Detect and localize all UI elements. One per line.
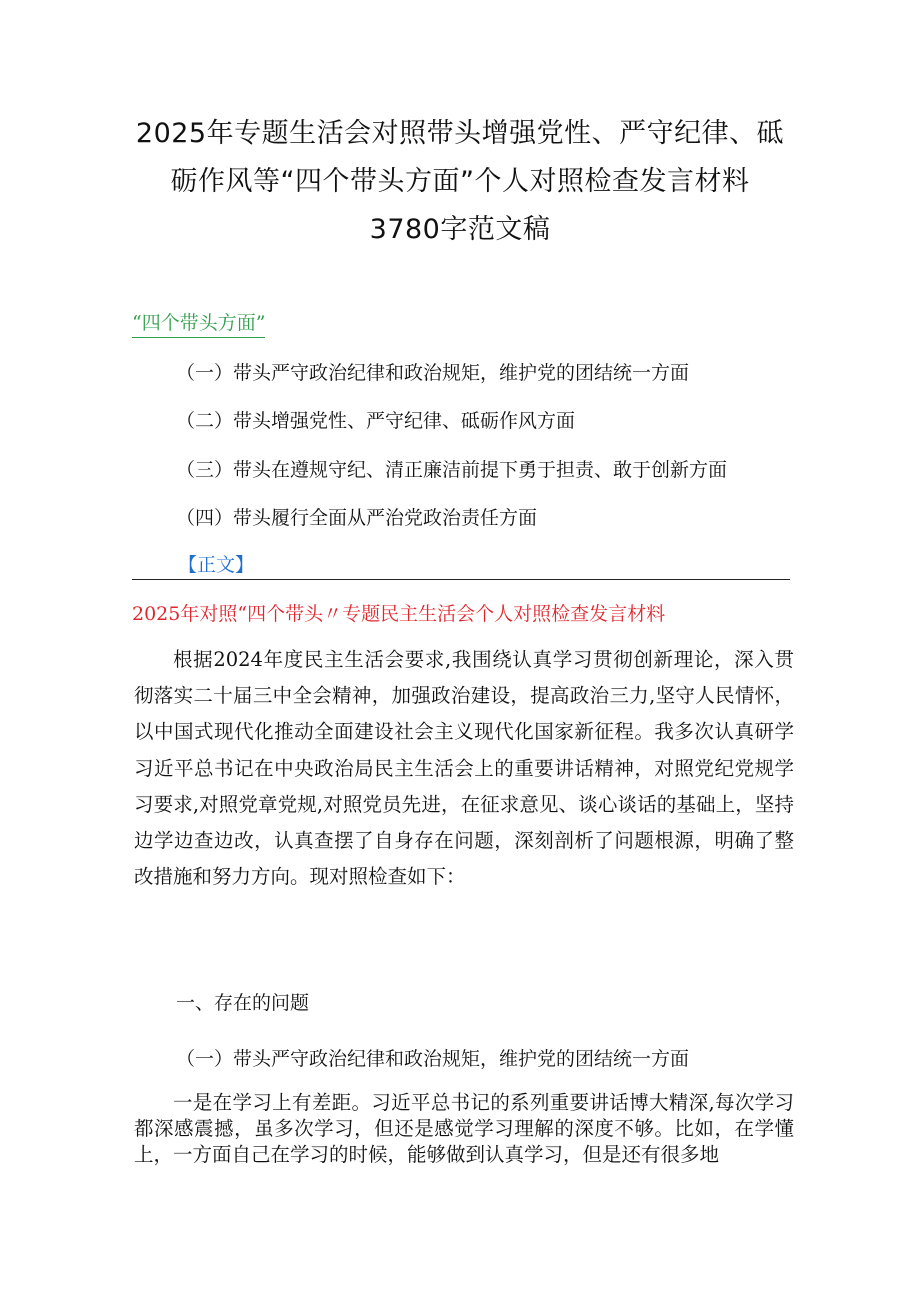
- four-heads-item-3: （三）带头在遵规守纪、清正廉洁前提下勇于担责、敢于创新方面: [176, 459, 728, 481]
- intro-paragraph: 根据2024年度民主生活会要求,我围绕认真学习贯彻创新理论，深入贯彻落实二十届三中全会精神，加强政治建设，提高政治三力,坚守人民情怀，以中国式现代化推动全面建设社会主义现代化国家新征程。我多次认真研学习近平总书记在中央政治局民主生活会上的重要讲话精神，对照党纪党规学习要求,对照党章党规,对照党员先进，在征求意见、谈心谈话的基础上，坚持边学边查边改，认真查摆了自身存在问题，深刻剖析了问题根源，明确了整改措施和努力方向。现对照检查如下：: [134, 648, 794, 889]
- title-line-3: 3780字范文稿: [369, 214, 551, 245]
- four-heads-item-1: （一）带头严守政治纪律和政治规矩，维护党的团结统一方面: [176, 362, 690, 384]
- point-1-paragraph: 一是在学习上有差距。习近平总书记的系列重要讲话博大精深,每次学习都深感震撼，虽多次学习，但还是感觉学习理解的深度不够。比如，在学懂上，一方面自己在学习的时候，能够做到认真学习，但是还有很多地: [134, 1091, 794, 1166]
- section-heading-problems: 一、存在的问题: [176, 992, 310, 1014]
- four-heads-heading: “四个带头方面”: [132, 308, 265, 338]
- article-heading: 2025年对照“四个带头〃专题民主生活会个人对照检查发言材料: [132, 603, 666, 625]
- title-line-2: 砺作风等“四个带头方面”个人对照检查发言材料: [170, 166, 750, 197]
- subsection-heading-1: （一）带头严守政治纪律和政治规矩，维护党的团结统一方面: [176, 1048, 690, 1070]
- document-title: [110, 110, 810, 254]
- body-label: 【正文】: [178, 554, 255, 576]
- title-line-1: 2025年专题生活会对照带头增强党性、严守纪律、砥: [135, 118, 785, 149]
- four-heads-item-4: （四）带头履行全面从严治党政治责任方面: [176, 507, 538, 529]
- four-heads-item-2: （二）带头增强党性、严守纪律、砥砺作风方面: [176, 410, 576, 432]
- section-divider: [132, 579, 790, 580]
